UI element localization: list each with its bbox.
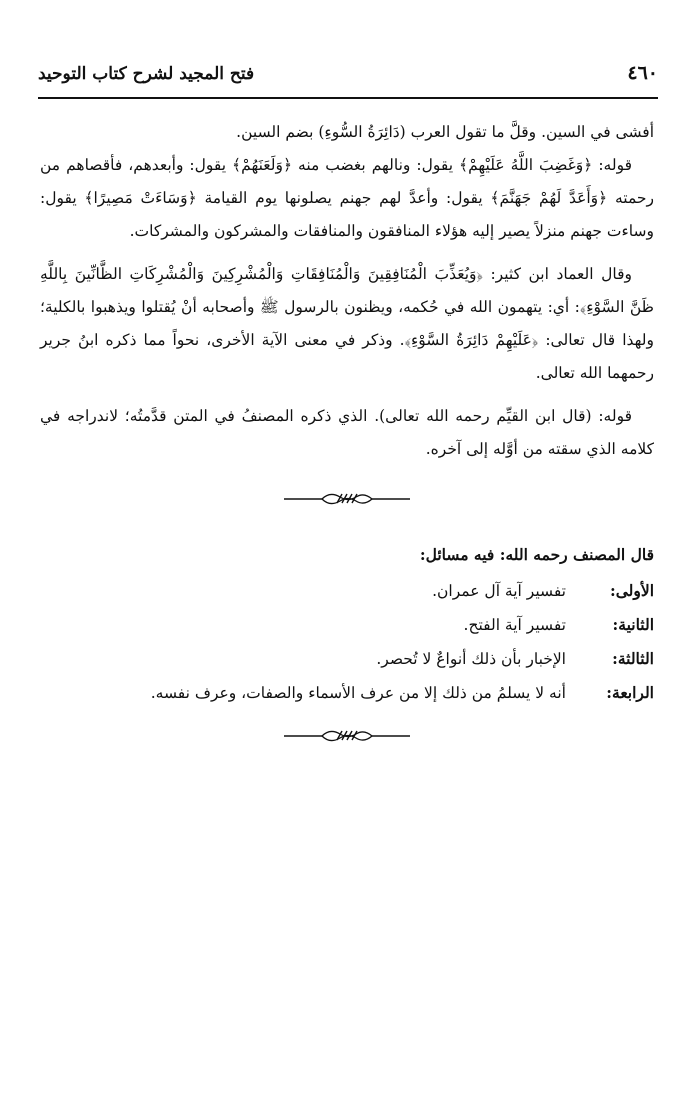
issue-label: الأولى: bbox=[610, 581, 654, 600]
running-title: فتح المجيد لشرح كتاب التوحيد bbox=[38, 64, 255, 84]
issue-label: الثالثة: bbox=[612, 649, 654, 668]
page-number: ٤٦٠ bbox=[627, 62, 658, 84]
issue-text: تفسير آية الفتح. bbox=[463, 616, 566, 634]
page-header bbox=[38, 58, 658, 96]
paragraph: أفشى في السين. وقلَّ ما تقول العرب (دَائِرَةُ السُّوءِ) بضم السين. bbox=[236, 123, 654, 141]
issues-heading: قال المصنف رحمه الله: فيه مسائل: bbox=[419, 545, 654, 564]
header-rule bbox=[38, 97, 658, 99]
issue-item bbox=[40, 576, 654, 610]
issues-section bbox=[40, 540, 654, 712]
issue-item bbox=[40, 610, 654, 644]
issue-text: أنه لا يسلمُ من ذلك إلا من عرف الأسماء والصفات، وعرف نفسه. bbox=[150, 684, 566, 702]
paragraph: قوله: (قال ابن القيِّم رحمه الله تعالى). الذي ذكره المصنفُ في المتن قدَّمتُه؛ لاندراجه في كلامه الذي سقته من أوَّله إلى آخره. bbox=[40, 407, 654, 458]
end-ornament bbox=[0, 725, 694, 747]
paragraph: وقال العماد ابن كثير: ﴿وَيُعَذِّبَ الْمُنَافِقِينَ وَالْمُنَافِقَاتِ وَالْمُشْرِكِينَ وَالْمُشْرِكَاتِ الظَّانِّينَ بِاللَّهِ ظَنَّ السَّوْءِ﴾: أي: يتهمون الله في حُكمه، ويظنون بالرسول ﷺ وأصحابه أنْ يُقتلوا ويذهبوا بالكلية؛ ولهذا قال تعالى: ﴿عَلَيْهِمْ دَائِرَةُ السَّوْءِ﴾. وذكر في معنى الآية الأخرى، نحواً مما ذكره ابنُ جرير رحمهما الله تعالى. bbox=[40, 265, 654, 382]
issue-item bbox=[40, 644, 654, 678]
issue-item bbox=[40, 678, 654, 712]
issue-label: الثانية: bbox=[612, 615, 654, 634]
issue-text: تفسير آية آل عمران. bbox=[432, 582, 566, 600]
issue-text: الإخبار بأن ذلك أنواعٌ لا تُحصر. bbox=[376, 650, 566, 668]
commentary-text bbox=[40, 116, 654, 466]
paragraph: قوله: ﴿وَغَضِبَ اللَّهُ عَلَيْهِمْ﴾ يقول: ونالهم بغضب منه ﴿وَلَعَنَهُمْ﴾ يقول: وأبعدهم، فأقصاهم من رحمته ﴿وَأَعَدَّ لَهُمْ جَهَنَّمَ﴾ يقول: وأعدَّ لهم جهنم يصلونها يوم القيامة ﴿وَسَاءَتْ مَصِيرًا﴾ يقول: وساءت جهنم منزلاً يصير إليه هؤلاء المنافقون والمنافقات والمشركون والمشركات. bbox=[40, 156, 654, 240]
section-divider-ornament bbox=[0, 488, 694, 510]
issue-label: الرابعة: bbox=[606, 683, 654, 702]
